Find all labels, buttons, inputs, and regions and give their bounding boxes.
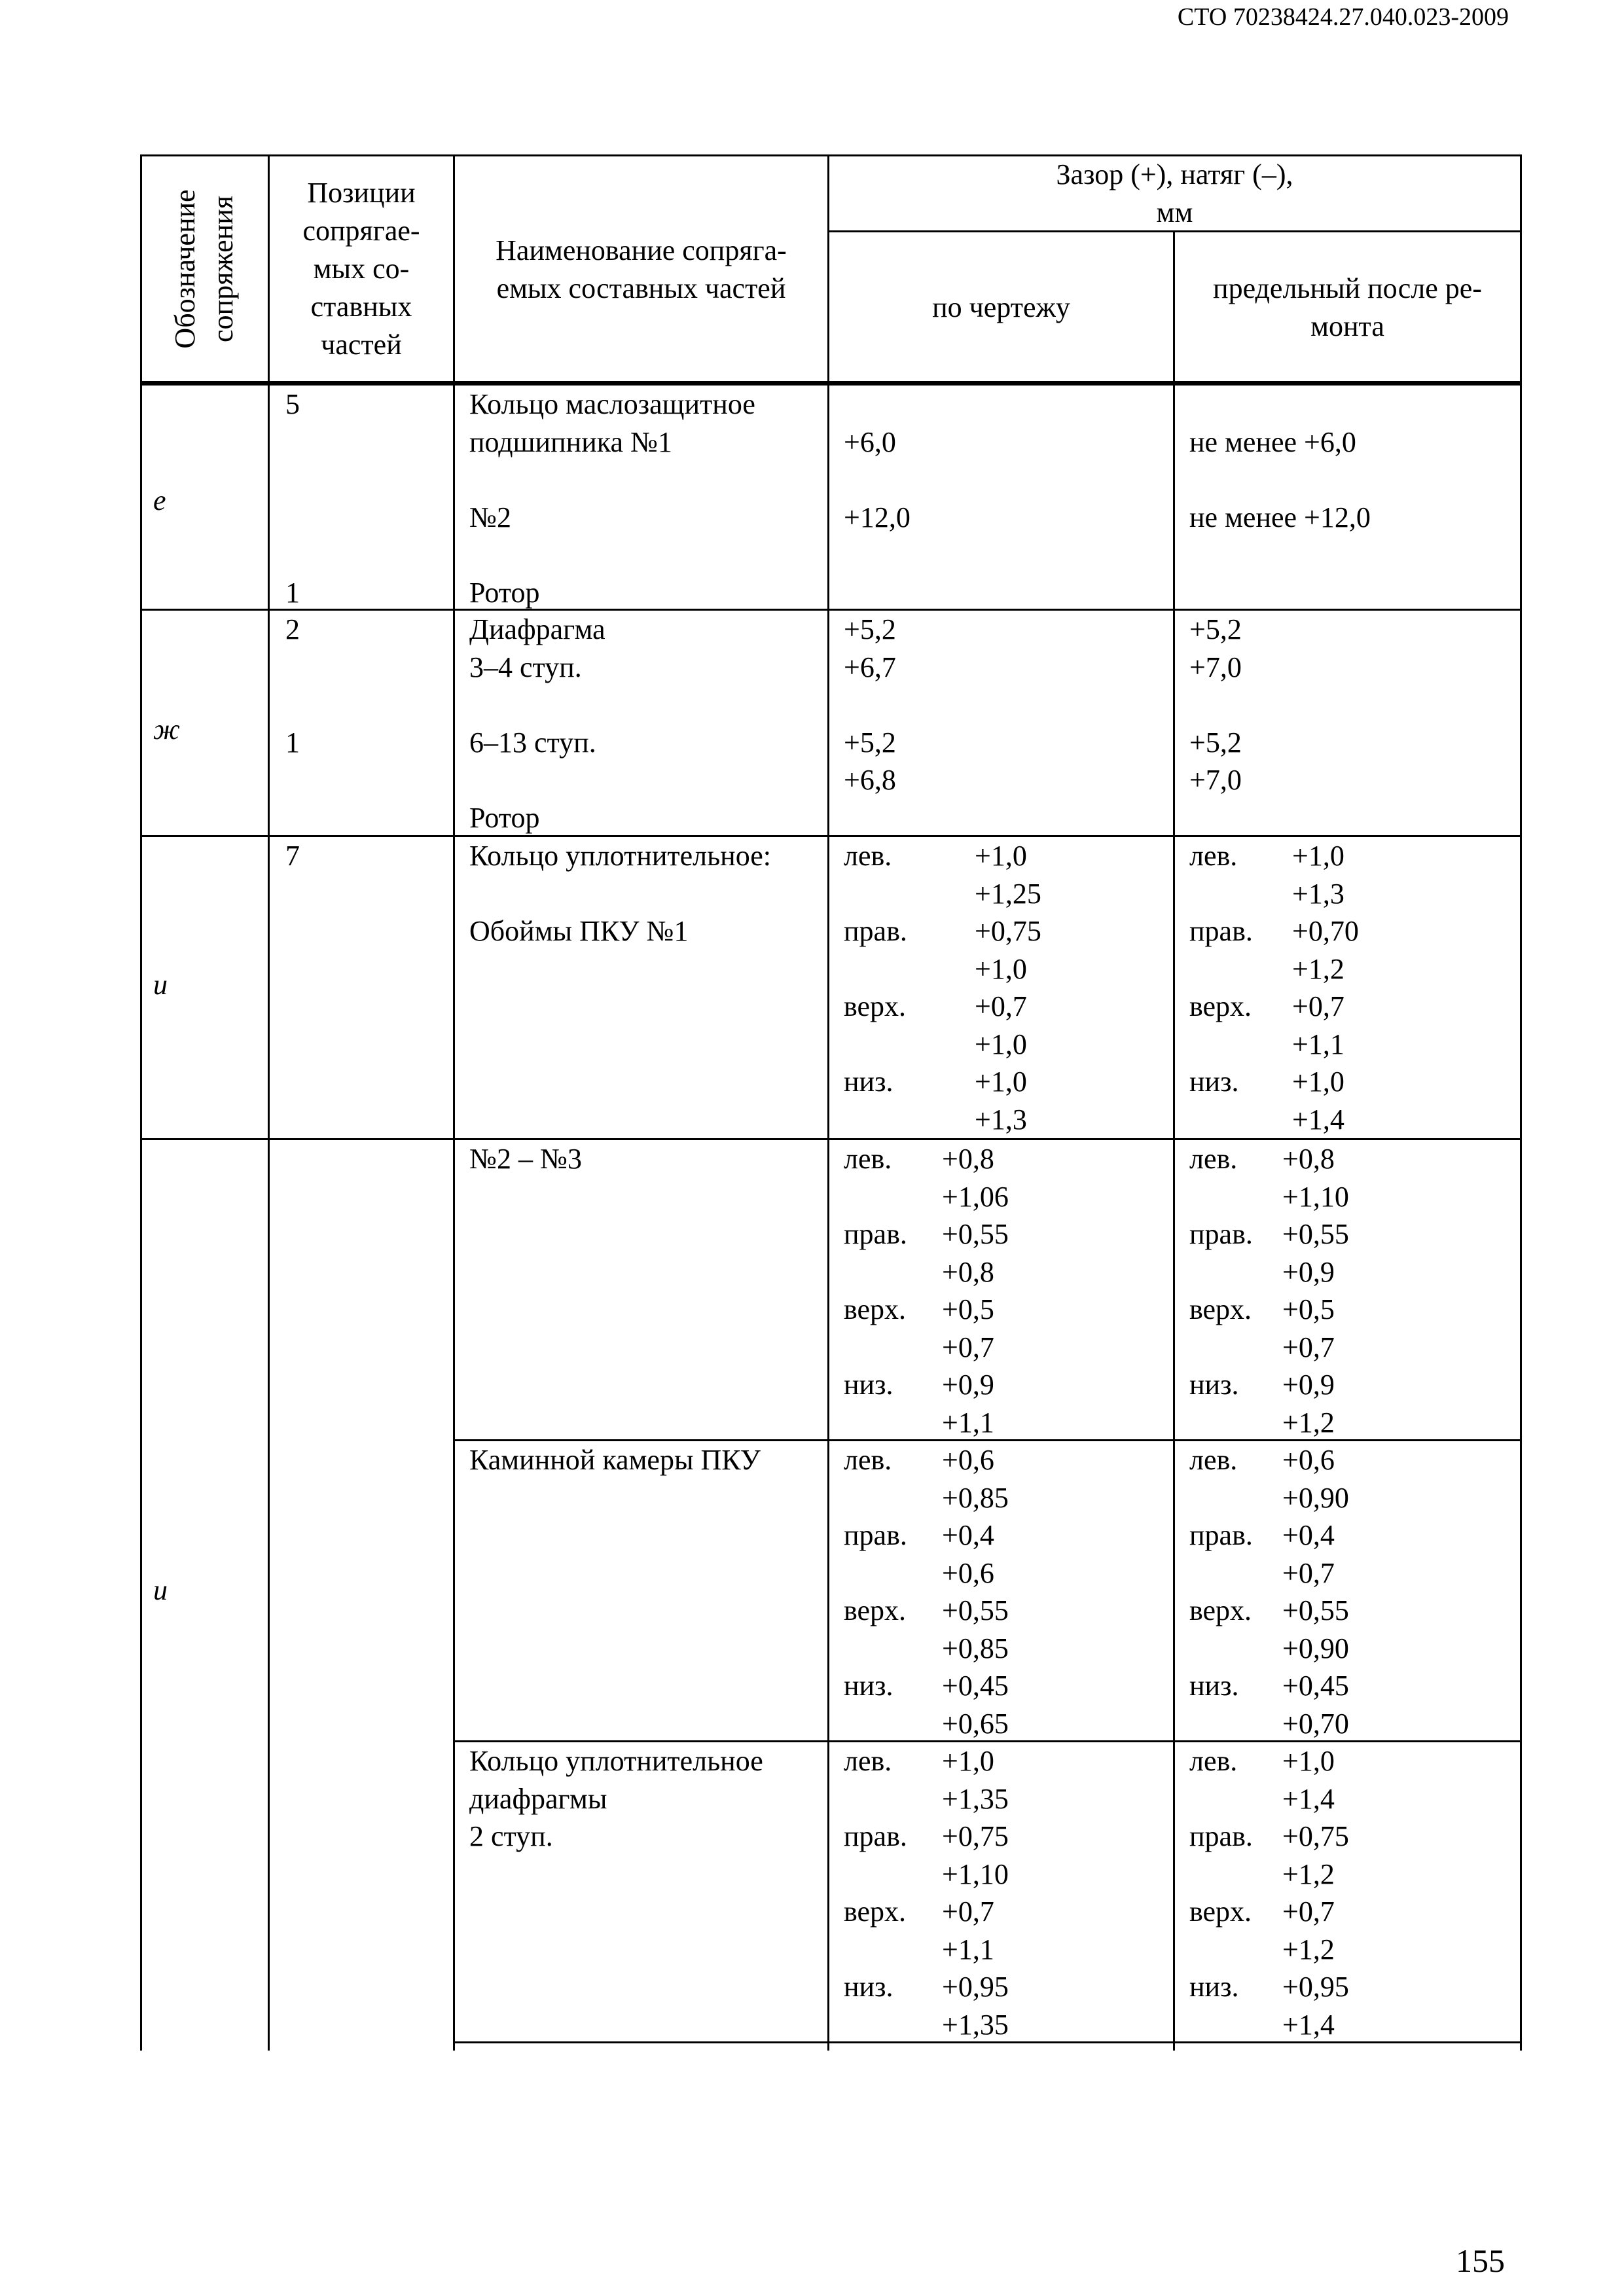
column-divider [453,154,455,2051]
row-designation: ж [153,713,180,745]
drawing-values: +0,8 +1,06 +0,55 +0,8 +0,5 +0,7 +0,9 +1,1 [942,1143,1009,1439]
header-by-drawing: по чертежу [932,291,1070,323]
header-designation: Обозначение сопряжения [168,188,239,349]
drawing-values: +1,0 +1,35 +0,75 +1,10 +0,7 +1,1 +0,95 +1,35 [942,1745,1009,2041]
drawing-values: +0,6 +0,85 +0,4 +0,6 +0,55 +0,85 +0,45 +0,65 [942,1444,1009,1740]
row-positions: 5 1 [285,388,300,609]
limit-values: +1,0 +1,4 +0,75 +1,2 +0,7 +1,2 +0,95 +1,4 [1282,1745,1349,2041]
row-designation: е [153,484,166,516]
header-bottom-rule [140,381,1522,386]
row-drawing: +5,2 +6,7 +5,2 +6,8 [844,613,896,796]
header-limit: предельный после ре- монта [1213,272,1482,342]
row-positions: 7 [285,840,300,872]
sub-row-name: №2 – №3 [469,1143,582,1175]
header-positions: Позиции сопрягае- мых со- ставных частей [302,177,420,361]
table-border-left [140,154,142,2051]
drawing-side-labels: лев. прав. верх. низ. [844,1444,907,1702]
header-gap: Зазор (+), натяг (–), мм [1056,158,1293,228]
drawing-side-labels: лев. прав. верх. низ. [844,1143,907,1401]
sub-row-name: Каминной камеры ПКУ [469,1444,761,1476]
table-border-right [1520,154,1522,2051]
column-divider [1173,230,1175,2051]
limit-side-labels: лев. прав. верх. низ. [1189,840,1253,1098]
clearance-table [140,154,1524,2051]
limit-values: +1,0 +1,3 +0,70 +1,2 +0,7 +1,1 +1,0 +1,4 [1292,840,1359,1136]
row-limit: не менее +6,0 не менее +12,0 [1189,425,1371,533]
drawing-side-labels: лев. прав. верх. низ. [844,840,907,1098]
header-name: Наименование сопряга- емых составных частей [496,234,787,304]
limit-values: +0,8 +1,10 +0,55 +0,9 +0,5 +0,7 +0,9 +1,2 [1282,1143,1349,1439]
column-divider [827,154,829,2051]
limit-side-labels: лев. прав. верх. низ. [1189,1143,1253,1401]
row-designation: и [153,969,168,1001]
drawing-values: +1,0 +1,25 +0,75 +1,0 +0,7 +1,0 +1,0 +1,3 [975,840,1041,1136]
row-drawing: +6,0 +12,0 [844,425,911,533]
row-designation: и [153,1574,168,1606]
sub-row-name: Кольцо уплотнительное диафрагмы 2 ступ. [469,1745,763,1852]
limit-side-labels: лев. прав. верх. низ. [1189,1745,1253,2003]
row-name: Кольцо маслозащитное подшипника №1 №2 Ротор [469,388,755,609]
drawing-side-labels: лев. прав. верх. низ. [844,1745,907,2003]
row-limit: +5,2 +7,0 +5,2 +7,0 [1189,613,1242,796]
document-code: СТО 70238424.27.040.023-2009 [1177,3,1509,31]
row-positions: 2 1 [285,613,300,759]
column-divider [268,154,270,2051]
row-divider [140,609,1522,611]
limit-side-labels: лев. прав. верх. низ. [1189,1444,1253,1702]
row-name: Кольцо уплотнительное: Обоймы ПКУ №1 [469,840,772,947]
row-name: Диафрагма 3–4 ступ. 6–13 ступ. Ротор [469,613,605,834]
page-number: 155 [1456,2242,1505,2279]
limit-values: +0,6 +0,90 +0,4 +0,7 +0,55 +0,90 +0,45 +0,70 [1282,1444,1349,1740]
